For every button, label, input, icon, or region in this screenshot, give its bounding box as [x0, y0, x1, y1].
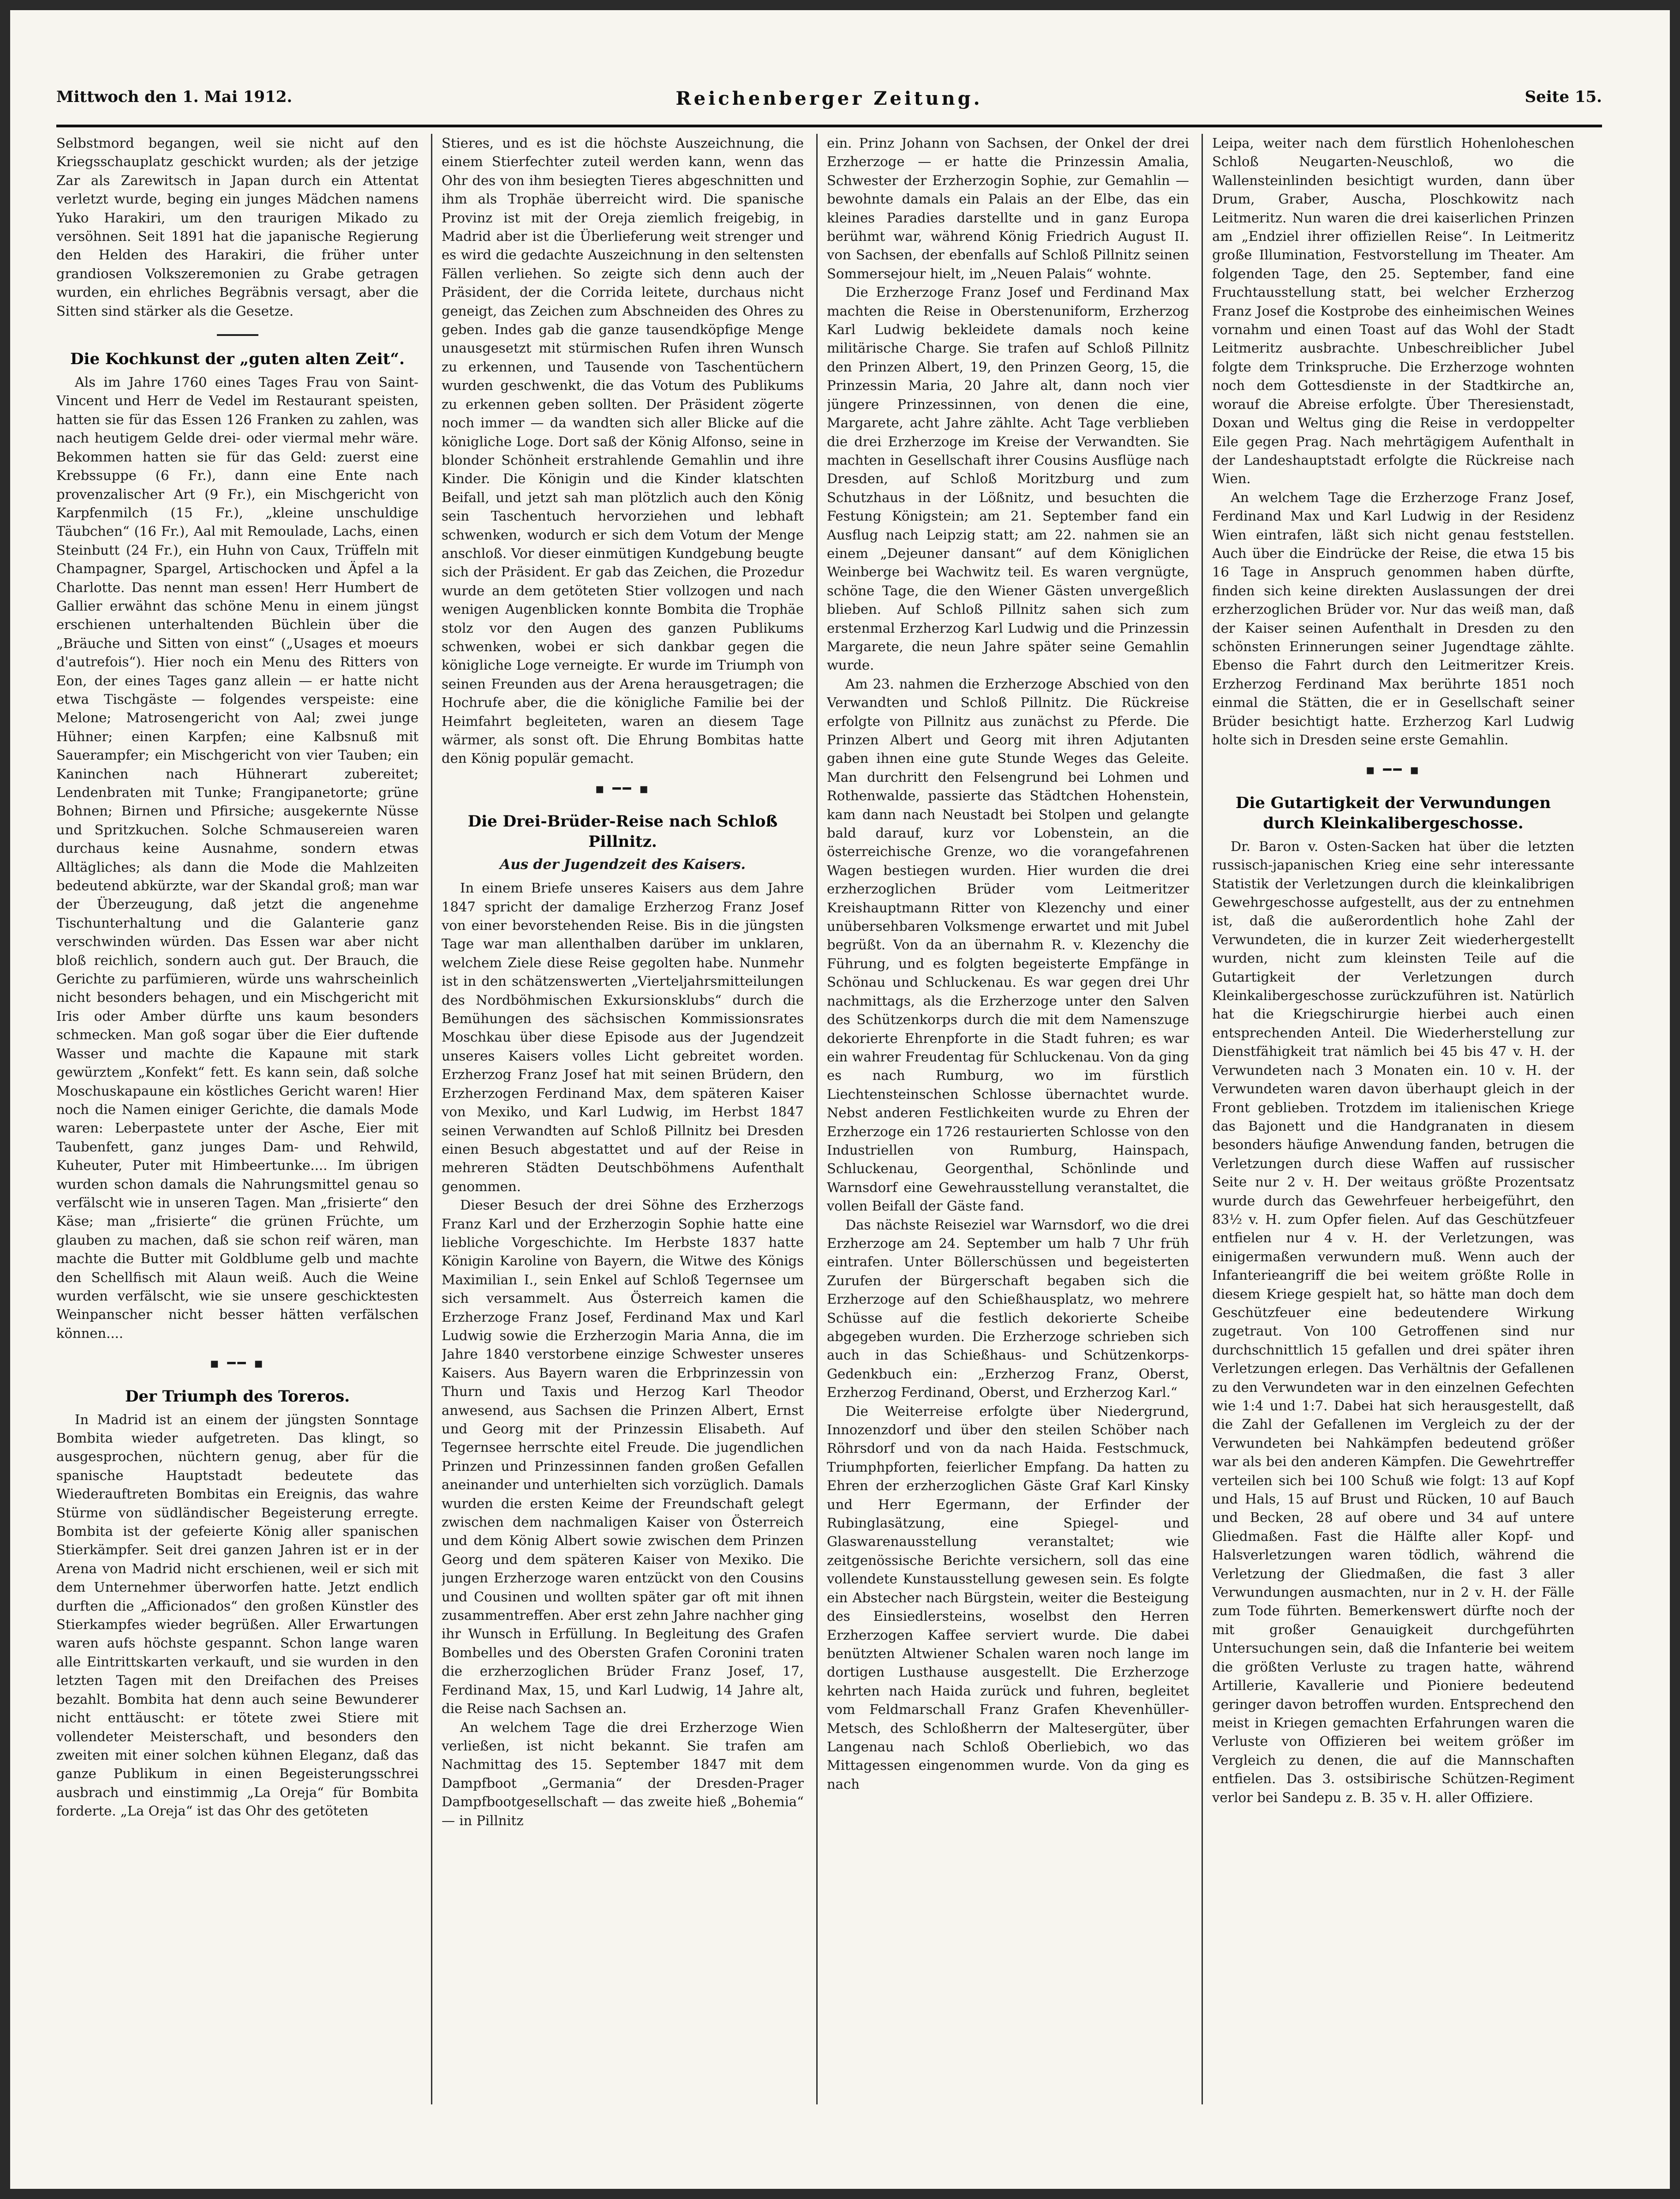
- article-paragraph: Die Weiterreise erfolgte über Niedergrund, Innozenzdorf und über den steilen Schöber nach Röhrsdorf und von da nach Haida. Festschmuck, Triumphpforten, feierlicher Empfang. Da hatten zu Ehren der erzherzoglichen Gäste Graf Karl Kinsky und Herr Egermann, der Erfinder der Rubinglasätzung, eine Spiegel- und Glaswarenausstellung veranstaltet; wie zeitgenössische Berichte versichern, soll das eine vollendete Kunstausstellung gewesen sein. Es folgte ein Abstecher nach Bürgstein, weiter die Besteigung des Einsiedlersteins, woselbst den Herren Erzherzogen Kaffee serviert wurde. Die dabei benützten Altwiener Schalen waren noch lange im dortigen Lusthause ausgestellt. Die Erzherzoge kehrten nach Haida zurück und fuhren, begleitet vom Feldmarschall Franz Grafen Khevenhüller-Metsch, des Schloßherrn der Maltesergüter, über Langenau nach Schloß Oberliebich, wo das Mittagessen eingenommen wurde. Von da ging es nach: [827, 1403, 1189, 1792]
- article-subheading: Aus der Jugendzeit des Kaisers.: [500, 857, 746, 873]
- column-divider: [1202, 134, 1203, 2104]
- column-divider: [431, 134, 432, 2104]
- article-heading-gutartigkeit: Die Gutartigkeit der Verwundungen durch Kleinkalibergeschosse.: [1235, 793, 1551, 833]
- article-paragraph: Dieser Besuch der drei Söhne des Erzherzogs Franz Karl und der Erzherzogin Sophie hatte eine liebliche Vorgeschichte. Im Herbste 1837 hatte Königin Karoline von Bayern, die Witwe des Königs Maximilian I., sein Enkel auf Schloß Tegernsee um sich versammelt. Aus Österreich kamen die Erzherzoge Franz Josef, Ferdinand Max und Karl Ludwig sowie die Erzherzogin Maria Anna, die im Jahre 1840 verstorbene einzige Schwester unseres Kaisers. Aus Bayern waren die Erbprinzessin von Thurn und Taxis und Herzog Karl Theodor anwesend, aus Sachsen die Prinzen Albert, Ernst und Georg mit der Prinzessin Elisabeth. Auf Tegernsee herrschte eitel Freude. Die jugendlichen Prinzen und Prinzessinnen fanden großen Gefallen aneinander und unterhielten sich vorzüglich. Damals wurden die ersten Keime der Freundschaft gelegt zwischen dem nachmaligen Kaiser von Österreich und dem König Albert sowie zwischen dem Prinzen Georg und dem späteren Kaiser von Mexiko. Die jungen Erzherzoge waren entzückt von den Cousins und Cousinen und wollten später gar oft mit ihnen zusammentreffen. Aber erst zehn Jahre nachher ging ihr Wunsch in Erfüllung. In Begleitung des Grafen Bombelles und des Obersten Grafen Coronini traten die erzherzoglichen Brüder Franz Josef, 17, Ferdinand Max, 15, und Karl Ludwig, 14 Jahre alt, die Reise nach Sachsen an.: [442, 1197, 804, 1717]
- newspaper-page: [10, 10, 1670, 2189]
- header-newspaper-title: Reichenberger Zeitung.: [676, 88, 983, 109]
- ornament-divider: ▪ ━━ ▪: [209, 1355, 265, 1372]
- ornament-divider: ▪ ━━ ▪: [595, 780, 651, 797]
- article-paragraph: Als im Jahre 1760 eines Tages Frau von Saint-Vincent und Herr de Vedel im Restaurant speisten, hatten sie für das Essen 126 Franken zu zahlen, was nach heutigem Gelde drei- oder viermal mehr wäre. Bekommen hatten sie für das Geld: zuerst eine Krebssuppe (6 Fr.), dann eine Ente nach provenzalischer Art (9 Fr.), ein Mischgericht von Karpfenmilch (15 Fr.), „kleine unschuldige Täubchen“ (16 Fr.), Aal mit Remoulade, Lachs, einen Steinbutt (24 Fr.), ein Huhn von Caux, Trüffeln mit Champagner, Spargel, Artischocken und Äpfel a la Charlotte. Das nennt man essen! Herr Humbert de Gallier erwähnt das schöne Menu in einem jüngst erschienen unterhaltenden Büchlein über die „Bräuche und Sitten von einst“ („Usages et moeurs d'autrefois“). Hier noch ein Menu des Ritters von Eon, der eines Tages ganz allein — er hatte nicht etwa Tischgäste — folgendes verspeiste: eine Melone; Matrosengericht von Aal; zwei junge Hühner; einen Karpfen; eine Kalbsnuß mit Sauerampfer; ein Mischgericht von vier Tauben; ein Kaninchen nach Hühnerart zubereitet; Lendenbraten mit Tunke; Frangipanetorte; grüne Bohnen; Birnen und Pfirsiche; ausgekernte Nüsse und Spritzkuchen. Solche Schmausereien waren durchaus keine Ausnahme, sondern etwas Alltägliches; als dann die Mode die Mahlzeiten bedeutend abkürzte, war der Skandal groß; man war der Überzeugung, daß jetzt die angenehme Tischunterhaltung und die Galanterie ganz verschwinden würden. Das Essen war aber nicht bloß reichlich, sondern auch gut. Der Brauch, die Gerichte zu parfümieren, würde uns wahrscheinlich nicht besonders behagen, und ein Mischgericht mit Iris oder Amber dürfte uns kaum besonders schmecken. Man goß sogar über die Eier duftende Wasser und machte die Kapaune mit stark gewürztem „Konfekt“ fett. Es kann sein, daß solche Moschuskapaune ein köstliches Gericht waren! Hier noch die Namen einiger Gerichte, die damals Mode waren: Leberpastete unter der Asche, Eier mit Taubenfett, ganz junges Dam- und Rehwild, Kuheuter, Puter mit Himbeertunke.... Im übrigen wurden schon damals die Nahrungsmittel genau so verfälscht wie in unseren Tagen. Man „frisierte“ den Käse; man „frisierte“ die grünen Früchte, um glauben zu machen, daß sie schon reif wären, man machte die Butter mit Goldblume gelb und machte den Schellfisch mit Alaun weiß. Auch die Weine wurden verfälscht, wie sie unsere geschicktesten Weinpanscher nicht besser hätten verfälschen können....: [56, 374, 419, 1341]
- ornament-divider: ▪ ━━ ▪: [1365, 762, 1421, 779]
- header-page-number: Seite 15.: [1525, 88, 1602, 106]
- column-3: [827, 134, 1189, 2111]
- article-paragraph: Das nächste Reiseziel war Warnsdorf, wo die drei Erzherzoge am 24. September um halb 7 Uhr früh eintrafen. Unter Böllerschüssen und begeisterten Zurufen der Bürgerschaft begaben sich die Erzherzoge auf den Schießhausplatz, wo mehrere Schüsse auf die festlich dekorierte Scheibe abgegeben wurden. Die Erzherzoge schrieben sich auch in das Schießhaus- und Schützenkorps-Gedenkbuch ein: „Erzherzog Franz, Oberst, Erzherzog Ferdinand, Oberst, und Erzherzog Karl.“: [827, 1216, 1189, 1401]
- column-2: [442, 134, 804, 2111]
- article-separator: [217, 334, 258, 336]
- article-paragraph: In Madrid ist an einem der jüngsten Sonntage Bombita wieder aufgetreten. Das klingt, so ausgesprochen, nüchtern genug, aber für die spanische Hauptstadt bedeutete das Wiederauftreten Bombitas ein Ereignis, das wahre Stürme von südländischer Begeisterung erregte. Bombita ist der gefeierte König aller spanischen Stierkämpfer. Seit drei ganzen Jahren ist er in der Arena von Madrid nicht erschienen, weil er sich mit dem Unternehmer überworfen hatte. Jetzt endlich durften die „Afficionados“ den großen Künstler des Stierkampfes wieder begrüßen. Aller Erwartungen waren aufs höchste gespannt. Schon lange waren alle Eintrittskarten verkauft, und sie wurden in den letzten Tagen mit den Dreifachen des Preises bezahlt. Bombita hat denn auch seine Bewunderer nicht enttäuscht: er tötete zwei Stiere mit vollendeter Meisterschaft, und besonders den zweiten mit einer solchen kühnen Eleganz, daß das ganze Publikum in einen Begeisterungsschrei ausbrach und einstimmig „La Oreja“ für Bombita forderte. „La Oreja“ ist das Ohr des getöteten: [56, 1411, 419, 1819]
- column-4: [1212, 134, 1574, 2111]
- article-heading-reise: Die Drei-Brüder-Reise nach Schloß Pillnitz.: [467, 812, 778, 851]
- article-paragraph: Leipa, weiter nach dem fürstlich Hohenloheschen Schloß Neugarten-Neuschloß, wo die Wallensteinlinden besichtigt wurden, dann über Drum, Graber, Auscha, Ploschkowitz nach Leitmeritz. Nun waren die drei kaiserlichen Prinzen am „Endziel ihrer offiziellen Reise“. In Leitmeritz große Illumination, Festvorstellung im Theater. Am folgenden Tage, den 25. September, fand eine Fruchtausstellung statt, bei welcher Erzherzog Franz Josef die Kostprobe des einheimischen Weines vornahm und einen Toast auf das Wohl der Stadt Leitmeritz ausbrachte. Unbeschreiblicher Jubel folgte dem Trinkspruche. Die Erzherzoge wohnten noch dem Gottesdienste in der Stadtkirche an, worauf die Abreise erfolgte. Über Theresienstadt, Doxan und Weltus ging die Reise in verdoppelter Eile gegen Prag. Nach mehrtägigem Aufenthalt in der Landeshauptstadt erfolgte die Rückreise nach Wien.: [1212, 135, 1574, 487]
- article-paragraph: In einem Briefe unseres Kaisers aus dem Jahre 1847 spricht der damalige Erzherzog Franz Josef von einer bevorstehenden Reise. Bis in die jüngsten Tage war man allenthalben darüber im unklaren, welchem Ziele diese Reise gegolten habe. Nunmehr ist in den schätzenswerten „Vierteljahrsmitteilungen des Nordböhmischen Exkursionsklubs“ durch die Bemühungen des sächsischen Kommissionsrates Moschkau über diese Episode aus der Jugendzeit unseres Kaisers volles Licht gebreitet worden. Erzherzog Franz Josef hat mit seinen Brüdern, den Erzherzogen Ferdinand Max, dem späteren Kaiser von Mexiko, und Karl Ludwig, im Herbst 1847 seinen Verwandten auf Schloß Pillnitz bei Dresden einen Besuch abgestattet und auf der Reise in mehreren Städten Deutschböhmens Aufenthalt genommen.: [442, 880, 804, 1194]
- article-paragraph: Stieres, und es ist die höchste Auszeichnung, die einem Stierfechter zuteil werden kann, wenn das Ohr des von ihm besiegten Tieres abgeschnitten und ihm als Trophäe überreicht wird. Die spanische Provinz ist mit der Oreja ziemlich freigebig, in Madrid aber ist die Überlieferung weit strenger und es wird die gedachte Auszeichnung in den seltensten Fällen verliehen. So zeigte sich denn auch der Präsident, der die Corrida leitete, durchaus nicht geneigt, das Zeichen zum Abschneiden des Ohres zu geben. Indes gab die ganze tausendköpfige Menge unausgesetzt mit stürmischen Rufen ihren Wunsch zu erkennen, und Tausende von Taschentüchern wurden geschwenkt, die das Votum des Publikums zu erkennen geben sollten. Der Präsident zögerte noch immer — da wandten sich aller Blicke auf die königliche Loge. Dort saß der König Alfonso, seine in blonder Schönheit erstrahlende Gemahlin und ihre Kinder. Die Königin und die Kinder klatschten Beifall, und jetzt sah man plötzlich auch den König sein Taschentuch hervorziehen und lebhaft schwenken, wodurch er sich dem Votum der Menge anschloß. Vor dieser einmütigen Kundgebung beugte sich der Präsident. Er gab das Zeichen, die Prozedur wurde an dem getöteten Stier vollzogen und nach wenigen Augenblicken konnte Bombita die Trophäe stolz vor den Augen des ganzen Publikums schwenken, wobei er sich dankbar gegen die königliche Loge verneigte. Er wurde im Triumph von seinen Freunden aus der Arena herausgetragen; die Hochrufe aber, die die königliche Familie bei der Heimfahrt begleiteten, waren an diesem Tage wärmer, als sonst oft. Die Ehrung Bombitas hatte den König populär gemacht.: [442, 135, 804, 767]
- article-heading-triumph: Der Triumph des Toreros.: [125, 1387, 350, 1406]
- article-paragraph: Am 23. nahmen die Erzherzoge Abschied von den Verwandten und Schloß Pillnitz. Die Rückreise erfolgte von Pillnitz aus zunächst zu Pferde. Die Prinzen Albert und Georg mit ihren Adjutanten gaben ihnen eine gute Stunde Weges das Geleite. Man durchritt den Felsengrund bei Lohmen und Rothenwalde, passierte das Städtchen Hohenstein, kam dann nach Neustadt bei Stolpen und gelangte bald darauf, kurz vor Lobenstein, an die österreichische Grenze, wo die vorangefahrenen Wagen bestiegen wurden. Hier wurden die drei erzherzoglichen Brüder vom Leitmeritzer Kreishauptmann Ritter von Klezenchy und einer unübersehbaren Volksmenge erwartet und mit Jubel begrüßt. Von da an übernahm R. v. Klezenchy die Führung, und es folgten begeisterte Empfänge in Schönau und Schluckenau. Es war gegen drei Uhr nachmittags, als die Erzherzoge unter den Salven des Schützenkorps durch die mit dem Namenszuge dekorierte Ehrenpforte in die Stadt fuhren; es war ein wahrer Freudentag für Schluckenau. Von da ging es nach Rumburg, wo im fürstlich Liechtensteinschen Schlosse übernachtet wurde. Nebst anderen Festlichkeiten wurde zu Ehren der Erzherzoge ein 1726 restaurierten Schlosse von den Industriellen von Rumburg, Hainspach, Schluckenau, Georgenthal, Schönlinde und Warnsdorf eine Gewehrausstellung veranstaltet, die vollen Beifall der Gäste fand.: [827, 676, 1189, 1214]
- article-paragraph: ein. Prinz Johann von Sachsen, der Onkel der drei Erzherzoge — er hatte die Prinzessin Amalia, Schwester der Erzherzogin Sophie, zur Gemahlin — bewohnte damals ein Palais an der Elbe, das ein kleines Paradies darstellte und in ganz Europa berühmt war, während König Friedrich August II. von Sachsen, der ebenfalls auf Schloß Pillnitz seinen Sommersejour hielt, im „Neuen Palais“ wohnte.: [827, 135, 1189, 282]
- article-paragraph: Die Erzherzoge Franz Josef und Ferdinand Max machten die Reise in Oberstenuniform, Erzherzog Karl Ludwig bekleidete damals noch keine militärische Charge. Sie trafen auf Schloß Pillnitz den Prinzen Albert, 19, den Prinzen Georg, 15, die Prinzessin Maria, 20 Jahre alt, dann noch vier jüngere Prinzessinnen, von denen die eine, Margarete, acht Jahre zählte. Acht Tage verblieben die drei Erzherzoge im Kreise der Verwandten. Sie machten in Gesellschaft ihrer Cousins Ausflüge nach Dresden, auf Schloß Moritzburg und zum Schutzhaus in der Lößnitz, und besuchten die Festung Königstein; am 21. September fand ein Ausflug nach Leipzig statt; am 22. nahmen sie an einem „Dejeuner dansant“ auf dem Königlichen Weinberge bei Wachwitz teil. Es waren vergnügte, schöne Tage, die den Wiener Gästen unvergeßlich blieben. Auf Schloß Pillnitz sahen sich zum erstenmal Erzherzog Karl Ludwig und die Prinzessin Margarete, die neun Jahre später seine Gemahlin wurde.: [827, 284, 1189, 673]
- column-divider: [816, 134, 818, 2104]
- article-heading-kochkunst: Die Kochkunst der „guten alten Zeit“.: [70, 350, 405, 369]
- column-1: [56, 134, 419, 2111]
- page-header: [56, 88, 1602, 127]
- article-paragraph: An welchem Tage die drei Erzherzoge Wien verließen, ist nicht bekannt. Sie trafen am Nachmittag des 15. September 1847 mit dem Dampfboot „Germania“ der Dresden-Prager Dampfbootgesellschaft — das zweite hieß „Bohemia“ — in Pillnitz: [442, 1719, 804, 1828]
- article-paragraph: An welchem Tage die Erzherzoge Franz Josef, Ferdinand Max und Karl Ludwig in der Residenz Wien eintrafen, läßt sich nicht genau feststellen. Auch über die Eindrücke der Reise, die etwa 15 bis 16 Tage in Anspruch genommen haben dürfte, finden sich keine direkten Auslassungen der drei erzherzoglichen Brüder vor. Nur das weiß man, daß der Kaiser seinen Aufenthalt in Dresden zu den schönsten Erinnerungen seiner Jugendtage zählte. Ebenso die Fahrt durch den Leitmeritzer Kreis. Erzherzog Ferdinand Max berührte 1851 noch einmal die Stätten, die er in Gesellschaft seiner Brüder besichtigt hatte. Erzherzog Karl Ludwig holte sich in Dresden seine erste Gemahlin.: [1212, 489, 1574, 748]
- article-paragraph: Dr. Baron v. Osten-Sacken hat über die letzten russisch-japanischen Krieg eine sehr interessante Statistik der Verletzungen durch die kleinkalibrigen Gewehrgeschosse aufgestellt, aus der zu entnehmen ist, daß die außerordentlich hohe Zahl der Verwundeten, die in kurzer Zeit wiederhergestellt wurden, nicht zum kleinsten Teile auf die Gutartigkeit der Verletzungen durch Kleinkalibergeschosse zurückzuführen ist. Natürlich hat die Kriegschirurgie hierbei auch einen entsprechenden Anteil. Die Wiederherstellung zur Dienstfähigkeit trat nämlich bei 45 bis 47 v. H. der Verwundeten nach 3 Monaten ein. 10 v. H. der Verwundeten waren davon überhaupt gleich in der Front geblieben. Trotzdem im italienischen Kriege das Bajonett und die Handgranaten in diesem besonders häufige Anwendung fanden, betrugen die Verletzungen durch diese Waffen auf russischer Seite nur 2 v. H. Der weitaus größte Prozentsatz wurde durch das Gewehrfeuer herbeigeführt, den 83½ v. H. zum Opfer fielen. Auf das Geschützfeuer entfielen nur 4 v. H. der Verletzungen, was einigermaßen verwundern muß. Wenn auch der Infanterieangriff die bei weitem größte Rolle in diesem Kriege gespielt hat, so hätte man doch dem Geschützfeuer eine bedeutendere Wirkung zugetraut. Von 100 Getroffenen sind nur durchschnittlich 15 gefallen und drei später ihren Verletzungen erlegen. Das Verhältnis der Gefallenen zu den Verwundeten war in den einzelnen Gefechten wie 1:4 und 1:7. Dabei hat sich herausgestellt, daß die Zahl der Gefallenen im Vergleich zu der der Verwundeten bei Nahkämpfen bedeutend größer war als bei den anderen Kämpfen. Die Gewehrtreffer verteilen sich bei 100 Schuß wie folgt: 13 auf Kopf und Hals, 15 auf Brust und Rücken, 10 auf Bauch und Becken, 28 auf obere und 34 auf untere Gliedmaßen. Fast die Hälfte aller Kopf- und Halsverletzungen waren tödlich, während die Verletzung der Gliedmaßen, die fast 3 aller Verwundungen ausmachten, nur in 2 v. H. der Fälle zum Tode führten. Bemerkenswert dürfte noch der mit großer Genauigkeit durchgeführten Untersuchungen sein, daß die Infanterie bei weitem die größten Verluste zu tragen hatte, während Artillerie, Kavallerie und Pioniere bedeutend geringer davon betroffen wurden. Entsprechend den meist in Kriegen gemachten Erfahrungen waren die Verluste von Offizieren bei weitem größer im Vergleich zu denen, die auf die Mannschaften entfielen. Das 3. ostsibirische Schützen-Regiment verlor bei Sandepu z. B. 35 v. H. aller Offiziere.: [1212, 838, 1574, 1805]
- header-date: Mittwoch den 1. Mai 1912.: [56, 88, 293, 106]
- article-paragraph: Selbstmord begangen, weil sie nicht auf den Kriegsschauplatz geschickt wurden; als der jetzige Zar als Zarewitsch in Japan durch ein Attentat verletzt wurde, beging ein junges Mädchen namens Yuko Harakiri, um den traurigen Mikado zu versöhnen. Seit 1891 hat die japanische Regierung den Helden des Harakiri, die früher unter grandiosen Volkszeremonien zu Grabe getragen wurden, ein ehrliches Begräbnis versagt, aber die Sitten sind stärker als die Gesetze.: [56, 135, 419, 319]
